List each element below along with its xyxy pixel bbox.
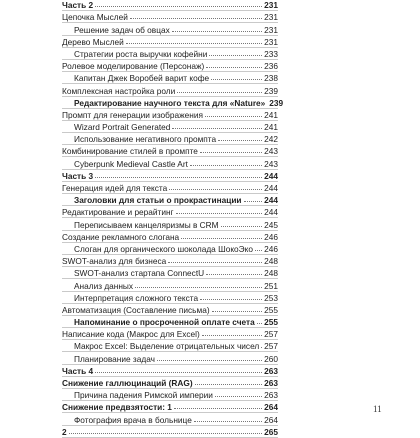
toc-entry-title: Планирование задач (74, 353, 155, 364)
toc-entry-title: Цепочка Мыслей (62, 12, 128, 23)
toc-entry (62, 109, 278, 121)
toc-entry-title: Генерация идей для текста (62, 183, 168, 193)
dot-leader (255, 249, 262, 251)
dot-leader (169, 188, 262, 190)
toc-entry-title: Причина падения Римской империи (74, 390, 213, 401)
dot-leader (221, 225, 263, 227)
toc-entry-page: 231 (264, 0, 278, 11)
dot-leader (172, 30, 262, 32)
toc-entry-page: 248 (264, 256, 278, 267)
toc-entry-page: 260 (264, 353, 278, 364)
toc-entry (62, 365, 278, 377)
toc-entry-title: Часть 2 (62, 0, 94, 11)
dot-leader (205, 115, 262, 117)
toc-entry-title: Снижение галлюцинаций (RAG) (62, 378, 193, 388)
dot-leader (130, 17, 262, 19)
toc-entry-title: Создание рекламного слогана (62, 231, 180, 242)
toc-entry (62, 206, 278, 218)
toc-entry (62, 377, 278, 389)
toc-entry-page: 239 (269, 97, 284, 108)
toc-entry-page: 263 (264, 378, 278, 388)
dot-leader (126, 42, 262, 44)
toc-entry-page: 257 (264, 341, 278, 352)
toc-entry (62, 121, 278, 133)
toc-entry-title: Дерево Мыслей (62, 36, 124, 47)
dot-leader (157, 359, 262, 361)
toc-entry-page: 231 (264, 24, 278, 35)
toc-entry-title: Часть 4 (62, 365, 94, 376)
toc-entry-title: Напоминание о просроченной оплате счета (74, 317, 255, 328)
toc-entry (62, 170, 278, 182)
toc-entry-page: 257 (264, 329, 278, 340)
dot-leader (206, 66, 262, 68)
toc-entry-title: 2 (62, 426, 67, 437)
toc-entry-page: 231 (264, 12, 278, 23)
toc-entry-page: 233 (264, 48, 278, 59)
toc-entry-page: 243 (264, 158, 278, 169)
toc-entry-title: Макрос Excel: Выделение отрицательных чисел (74, 341, 260, 352)
toc-entry-title: Капитан Джек Воробей варит кофе (74, 73, 210, 84)
toc-entry-page: 253 (264, 292, 278, 303)
toc-entry (62, 218, 278, 230)
toc-entry (62, 255, 278, 267)
toc-entry-title: Промпт для генерации изображения (62, 109, 203, 120)
toc-entry (62, 97, 284, 109)
toc-entry (62, 426, 278, 438)
dot-leader (176, 212, 263, 214)
dot-leader (215, 395, 262, 397)
dot-leader (69, 432, 263, 434)
dot-leader (95, 176, 262, 178)
dot-leader (200, 151, 262, 153)
toc-entry-title: Автоматизация (Составление письма) (62, 304, 210, 315)
toc-entry-page: 264 (264, 402, 278, 413)
toc-entry (62, 401, 278, 413)
dot-leader (190, 164, 262, 166)
toc-entry (62, 84, 278, 96)
toc-entry (62, 292, 278, 304)
toc-entry-page: 265 (264, 426, 278, 437)
toc-entry (62, 316, 278, 328)
dot-leader (135, 286, 262, 288)
toc-entry (62, 48, 278, 60)
toc-entry-page: 241 (264, 109, 278, 120)
toc-entry-title: Часть 3 (62, 170, 94, 181)
toc-entry-page: 242 (264, 134, 278, 145)
dot-leader (95, 371, 262, 373)
toc-entry-title: Стратегии роста выручки кофейни (74, 48, 208, 59)
toc-entry (62, 352, 278, 364)
toc-entry (62, 340, 278, 352)
toc-entry-page: 238 (264, 73, 278, 84)
toc-entry-page: 243 (264, 146, 278, 157)
page-number: 11 (373, 404, 382, 414)
dot-leader (212, 310, 263, 312)
toc-entry-title: Редактирование научного текста для «Nature» (74, 97, 266, 108)
dot-leader (206, 273, 262, 275)
toc-entry-title: Ролевое моделирование (Персонаж) (62, 61, 205, 72)
toc-entry-page: 264 (264, 414, 278, 425)
toc-entry (62, 157, 278, 169)
toc-entry-page: 239 (264, 85, 278, 96)
toc-entry-title: Снижение предвзятости: 1 (62, 402, 172, 413)
toc-entry (62, 413, 278, 425)
toc-entry (62, 11, 278, 23)
toc-entry-title: Переписываем канцеляризмы в CRM (74, 219, 219, 230)
dot-leader (95, 5, 262, 7)
toc-entry (62, 145, 278, 157)
dot-leader (244, 200, 263, 202)
toc-entry-title: Слоган для органического шоколада ШокоЭко (74, 243, 253, 254)
dot-leader (211, 78, 262, 80)
toc-entry-page: 244 (264, 207, 278, 218)
toc-entry-title: SWOT-анализ стартапа ConnectU (74, 268, 205, 279)
toc-entry (62, 0, 278, 11)
table-of-contents (62, 0, 284, 438)
toc-entry-title: Комбинирование стилей в промпте (62, 146, 198, 157)
dot-leader (209, 54, 262, 56)
toc-entry (62, 133, 278, 145)
toc-entry-title: Редактирование и рерайтинг (62, 207, 174, 218)
toc-entry-title: Заголовки для статьи о прокрастинации (74, 195, 242, 206)
toc-entry-title: Комплексная настройка роли (62, 85, 176, 96)
toc-entry-page: 263 (264, 365, 278, 376)
toc-entry-page: 231 (264, 36, 278, 47)
toc-entry-page: 255 (264, 317, 278, 328)
toc-entry (62, 60, 278, 72)
toc-entry (62, 304, 278, 316)
toc-entry (62, 182, 278, 194)
toc-entry-page: 245 (264, 219, 278, 230)
dot-leader (181, 237, 262, 239)
dot-leader (195, 383, 263, 385)
dot-leader (172, 127, 262, 129)
toc-entry-page: 263 (264, 390, 278, 401)
dot-leader (202, 334, 262, 336)
toc-entry-title: Интерпретация сложного текста (74, 292, 199, 303)
toc-entry (62, 267, 278, 279)
toc-entry (62, 279, 278, 291)
toc-entry-title: Анализ данных (74, 280, 134, 291)
toc-entry (62, 23, 278, 35)
toc-entry-title: SWOT-анализ для бизнеса (62, 256, 167, 267)
toc-entry-page: 241 (264, 122, 278, 133)
toc-entry-page: 244 (264, 183, 278, 193)
toc-entry (62, 328, 278, 340)
toc-entry-page: 248 (264, 268, 278, 279)
toc-entry (62, 231, 278, 243)
toc-entry-title: Wizard Portrait Generated (74, 122, 171, 133)
toc-entry (62, 36, 278, 48)
dot-leader (174, 407, 262, 409)
toc-entry-page: 251 (264, 280, 278, 291)
toc-entry-title: Использование негативного промпта (74, 134, 217, 145)
dot-leader (177, 91, 262, 93)
toc-entry (62, 194, 278, 206)
dot-leader (168, 261, 262, 263)
toc-entry-page: 246 (264, 243, 278, 254)
toc-entry-page: 236 (264, 61, 278, 72)
dot-leader (257, 322, 262, 324)
dot-leader (218, 139, 262, 141)
toc-entry-title: Решение задач об овцах (74, 24, 170, 35)
toc-entry-page: 255 (264, 304, 278, 315)
toc-entry (62, 72, 278, 84)
toc-entry-title: Cyberpunk Medieval Castle Art (74, 158, 188, 169)
toc-entry (62, 243, 278, 255)
toc-entry (62, 389, 278, 401)
toc-entry-title: Написание кода (Макрос для Excel) (62, 329, 200, 340)
toc-entry-page: 246 (264, 231, 278, 242)
dot-leader (261, 346, 262, 348)
toc-entry-page: 244 (264, 170, 278, 181)
toc-entry-page: 244 (264, 195, 278, 206)
toc-entry-title: Фотография врача в больнице (74, 414, 192, 425)
dot-leader (200, 298, 262, 300)
